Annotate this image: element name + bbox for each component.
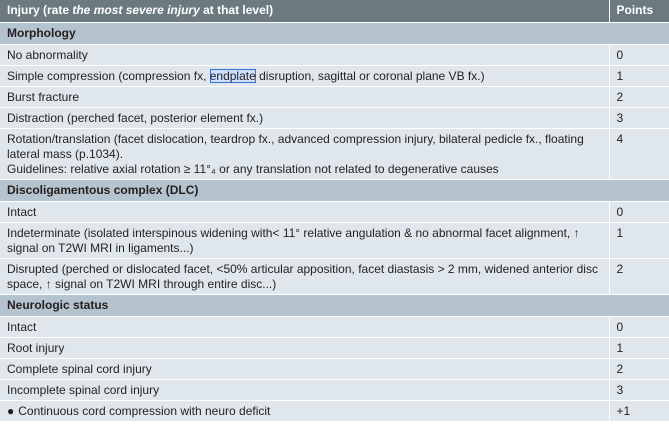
table-row	[0, 108, 669, 129]
bullet-icon: ●	[7, 404, 15, 418]
row-points: 3	[609, 380, 669, 401]
row-points: +1	[609, 401, 669, 422]
row-points: 2	[609, 359, 669, 380]
section-neurologic-status: Neurologic status	[0, 295, 669, 317]
row-label: Disrupted (perched or dislocated facet, <50% articular apposition, facet diastasis > 2 mm, widened anterior disc space, ↑ signal on T2WI MRI through entire disc...)	[0, 259, 609, 295]
section-dlc: Discoligamentous complex (DLC)	[0, 180, 669, 202]
row-label: Intact	[0, 317, 609, 338]
row-label: Root injury	[0, 338, 609, 359]
table-row	[0, 359, 669, 380]
table-row	[0, 45, 669, 66]
injury-column-header: Injury (rate the most severe injury at that level)	[0, 0, 609, 23]
row-points: 1	[609, 223, 669, 259]
row-points: 0	[609, 202, 669, 223]
row-points: 0	[609, 45, 669, 66]
selected-word-highlight[interactable]: endplate	[209, 69, 256, 83]
table-row	[0, 87, 669, 108]
row-points: 1	[609, 338, 669, 359]
table-row	[0, 317, 669, 338]
table-row	[0, 223, 669, 259]
section-morphology: Morphology	[0, 23, 669, 45]
table-row	[0, 202, 669, 223]
table-row	[0, 259, 669, 295]
row-label: ● Continuous cord compression with neuro deficit	[0, 401, 609, 422]
row-points: 0	[609, 317, 669, 338]
table-row	[0, 338, 669, 359]
table-row	[0, 129, 669, 180]
table-row	[0, 401, 669, 422]
row-label: Rotation/translation (facet dislocation, teardrop fx., advanced compression injury, bilateral pedicle fx., floating lateral mass (p.1034). Guidelines: relative axial rotation ≥ 11°₄ or any translation not related to degenerative causes	[0, 129, 609, 180]
row-points: 3	[609, 108, 669, 129]
row-points: 1	[609, 66, 669, 87]
row-label: Distraction (perched facet, posterior element fx.)	[0, 108, 609, 129]
row-label: Intact	[0, 202, 609, 223]
row-points: 2	[609, 259, 669, 295]
row-points: 2	[609, 87, 669, 108]
row-label: No abnormality	[0, 45, 609, 66]
table-row	[0, 66, 669, 87]
row-label: Indeterminate (isolated interspinous widening with< 11° relative angulation & no abnormal facet alignment, ↑ signal on T2WI MRI in ligaments...)	[0, 223, 609, 259]
table-header-row	[0, 0, 669, 23]
row-label: Complete spinal cord injury	[0, 359, 609, 380]
row-points: 4	[609, 129, 669, 180]
row-label: Burst fracture	[0, 87, 609, 108]
guidelines-note: Guidelines: relative axial rotation ≥ 11°₄ or any translation not related to degenerative causes	[7, 162, 499, 176]
row-label: Simple compression (compression fx, endplate disruption, sagittal or coronal plane VB fx.)	[0, 66, 609, 87]
points-column-header: Points	[609, 0, 669, 23]
table-row	[0, 380, 669, 401]
row-label: Incomplete spinal cord injury	[0, 380, 609, 401]
